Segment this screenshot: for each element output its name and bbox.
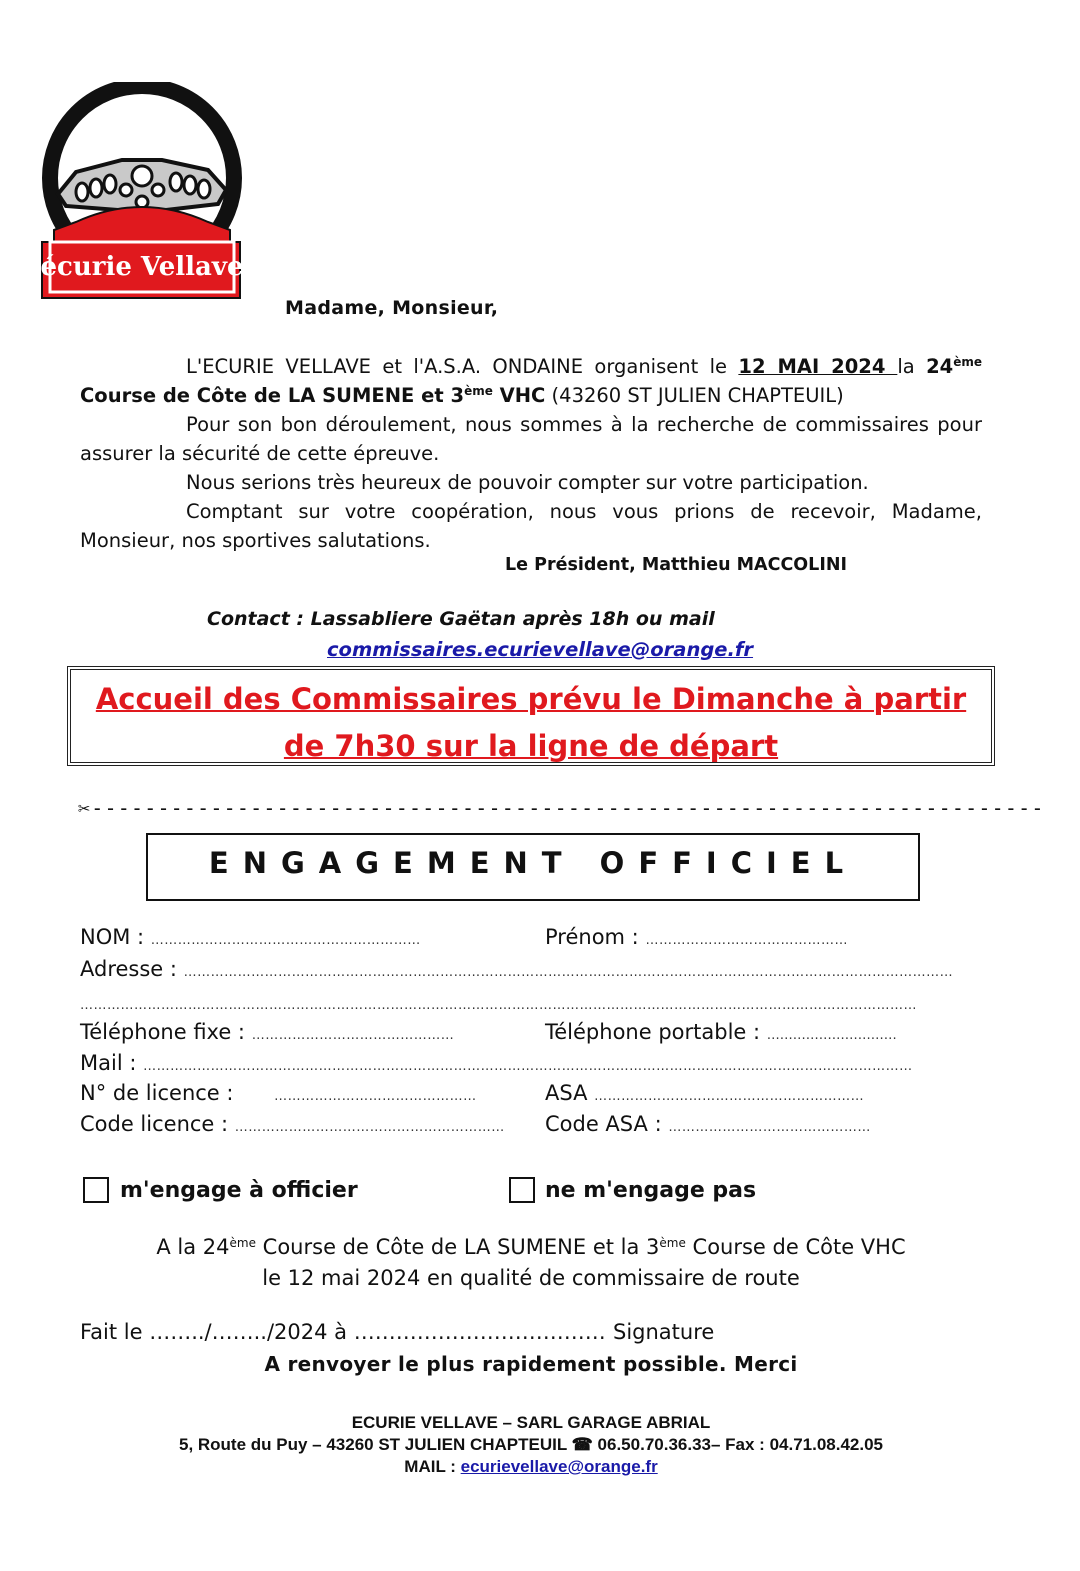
code-licence-field[interactable]: Code licence : ……………………………………………………	[80, 1112, 505, 1136]
greeting: Madame, Monsieur,	[285, 297, 499, 319]
intro-text-b: la	[897, 355, 927, 378]
telephone-fixe-field[interactable]: Téléphone fixe : ………………………………………	[80, 1020, 455, 1044]
signature-label: Signature	[613, 1320, 715, 1344]
contact-line: Contact : Lassabliere Gaëtan après 18h ou mail	[207, 608, 715, 630]
mail-field[interactable]: Mail : ………………………………………………………………………………………………………………………………………………………	[80, 1051, 913, 1075]
notice-line-2: de 7h30 sur la ligne de départ	[283, 729, 779, 763]
return-instruction: A renvoyer le plus rapidement possible. Merci	[264, 1352, 798, 1376]
ecurie-vellave-logo	[36, 82, 248, 300]
code-asa-field[interactable]: Code ASA : ………………………………………	[545, 1112, 871, 1136]
adresse-field[interactable]: Adresse : ………………………………………………………………………………………………………………………………………………………	[80, 957, 954, 981]
letter-paragraph-4: Comptant sur votre coopération, nous vous prions de recevoir, Madame, Monsieur, nos sportives salutations.	[80, 500, 982, 552]
edition-number: 24	[926, 355, 954, 378]
footer-address: 5, Route du Puy – 43260 ST JULIEN CHAPTEUIL ☎ 06.50.70.36.33– Fax : 04.71.08.42.05	[178, 1435, 884, 1454]
letter-paragraph-1: L'ECURIE VELLAVE et l'A.S.A. ONDAINE organisent le 12 MAI 2024 la 24ème Course de Côte de LA SUMENE et 3ème VHC (43260 ST JULIEN CHAPTEUIL) Pour son bon déroulement, nous sommes à la recherche de commissaires pour assurer la sécurité de cette épreuve. Nous serions très heureux de pouvoir compter sur votre participation. Comptant sur votre coopération, nous vous prions de recevoir, Madame, Monsieur, nos sportives salutations.	[80, 352, 982, 555]
president-signature: Le Président, Matthieu MACCOLINI	[505, 555, 847, 575]
contact-email-link[interactable]: commissaires.ecurievellave@orange.fr	[327, 638, 754, 661]
footer-company: ECURIE VELLAVE – SARL GARAGE ABRIAL	[351, 1413, 711, 1432]
scissors-cut-line: ✂------------------------------------------------------------------------	[78, 796, 1045, 820]
adresse-line-2[interactable]: ……………………………………………………………………………………………………………………………………………………………………	[80, 998, 917, 1013]
prenom-field[interactable]: Prénom : ………………………………………	[545, 925, 848, 949]
event-location: (43260 ST JULIEN CHAPTEUIL)	[545, 384, 844, 407]
notice-text	[67, 676, 995, 770]
footer-email-link[interactable]: ecurievellave@orange.fr	[460, 1457, 658, 1476]
event-description: A la 24ème Course de Côte de LA SUMENE et la 3ème Course de Côte VHC le 12 mai 2024 en qualité de commissaire de route	[80, 1232, 982, 1294]
letter-paragraph-2: Pour son bon déroulement, nous sommes à la recherche de commissaires pour assurer la sécurité de cette épreuve.	[80, 413, 982, 465]
asa-field[interactable]: ASA ……………………………………………………	[545, 1081, 865, 1105]
no-engage-checkbox[interactable]	[509, 1177, 535, 1203]
logo-text: écurie Vellave	[40, 252, 244, 282]
licence-number-field[interactable]: N° de licence : ………………………………………	[80, 1081, 477, 1105]
date-place-field[interactable]: Fait le ……../……../2024 à ………………………………	[80, 1320, 606, 1344]
no-engage-label: ne m'engage pas	[545, 1178, 757, 1203]
nom-field[interactable]: NOM : ……………………………………………………	[80, 925, 421, 949]
event-date: 12 MAI 2024	[738, 355, 898, 378]
footer	[80, 1412, 982, 1478]
event-role-line: le 12 mai 2024 en qualité de commissaire de route	[262, 1266, 800, 1290]
engage-checkbox[interactable]	[83, 1177, 109, 1203]
notice-line-1: Accueil des Commissaires prévu le Dimanche à partir	[95, 682, 967, 716]
form-title: ENGAGEMENT OFFICIEL	[208, 846, 858, 880]
intro-text: L'ECURIE VELLAVE et l'A.S.A. ONDAINE organisent le	[186, 355, 739, 378]
footer-mail-line: MAIL : ecurievellave@orange.fr	[404, 1457, 658, 1476]
letter-paragraph-3: Nous serions très heureux de pouvoir compter sur votre participation.	[186, 471, 869, 494]
event-name: Course de Côte de LA SUMENE et 3	[80, 384, 465, 407]
engage-label: m'engage à officier	[120, 1178, 358, 1203]
telephone-portable-field[interactable]: Téléphone portable : …………………………	[545, 1020, 897, 1044]
